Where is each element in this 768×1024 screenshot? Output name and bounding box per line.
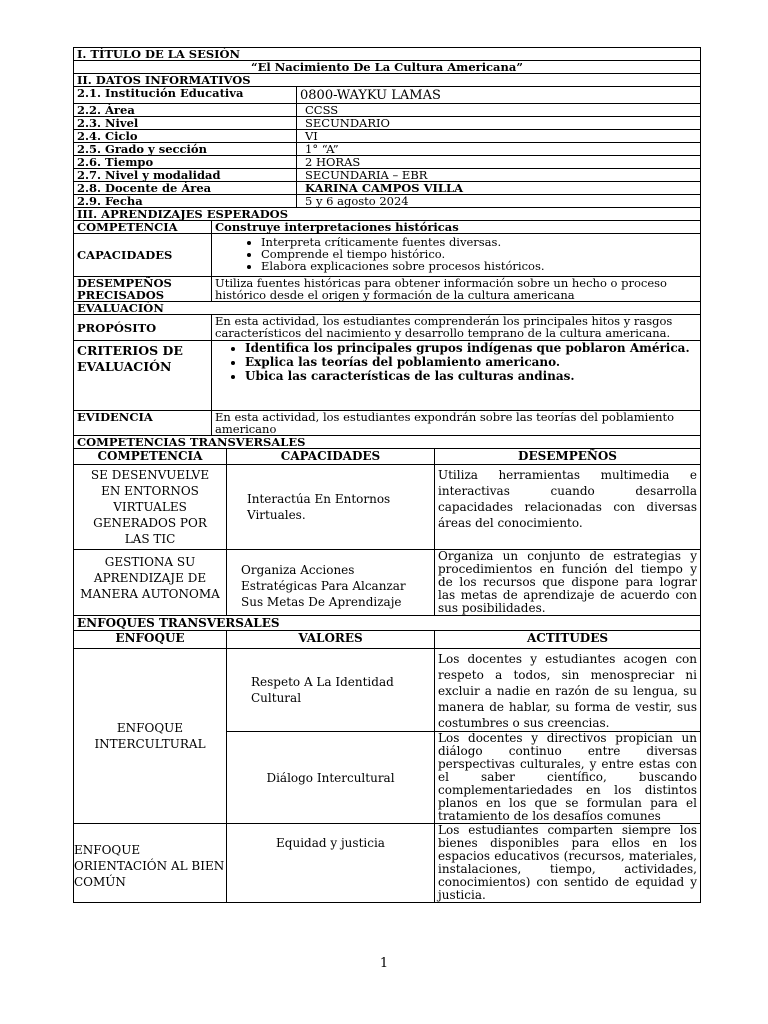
info-value: VI [297, 130, 701, 143]
info-label: 2.1. Institución Educativa [74, 87, 297, 104]
et-actitud: Los docentes y directivos propician un diálogo continuo entre diversas perspectivas culturales, y entre estas con el saber científico, buscando complementariedades en los distintos planos en los que se formulan para el tratamiento de los desafíos comunes [435, 732, 701, 824]
info-row [74, 130, 701, 143]
info-label: 2.8. Docente de Área [74, 182, 297, 195]
info-row [74, 117, 701, 130]
competencia-label: COMPETENCIA [74, 221, 212, 234]
capacidades-list [215, 236, 697, 272]
evidencia-value: En esta actividad, los estudiantes expondrán sobre las teorías del poblamiento americano [212, 411, 701, 436]
section-competencias-transversales-heading: COMPETENCIAS TRANSVERSALES [74, 436, 701, 449]
column-header: ENFOQUE [74, 631, 227, 649]
et-valor: Equidad y justicia [227, 824, 435, 903]
info-row [74, 182, 701, 195]
section-evaluacion-heading: EVALUACIÓN [74, 302, 701, 315]
section-aprendizajes-heading: III. APRENDIZAJES ESPERADOS [74, 208, 701, 221]
list-item: • Explica las teorías del poblamiento americano. [245, 355, 697, 369]
section-datos-heading: II. DATOS INFORMATIVOS [74, 74, 701, 87]
ct-competencia: GESTIONA SU APRENDIZAJE DE MANERA AUTONOMA [74, 550, 227, 616]
aprendizajes-table [73, 207, 701, 449]
info-label: 2.2. Área [74, 104, 297, 117]
criterios-list-cell [212, 341, 701, 411]
info-row [74, 87, 701, 104]
info-table [73, 47, 701, 208]
info-value: KARINA CAMPOS VILLA [297, 182, 701, 195]
ct-desempeno: Utiliza herramientas multimedia e interactivas cuando desarrolla capacidades relacionadas con diversas áreas del conocimiento. [435, 465, 701, 550]
section-enfoques-heading: ENFOQUES TRANSVERSALES [74, 616, 701, 631]
section-title-heading: I. TÍTULO DE LA SESIÓN [74, 48, 701, 61]
page-number: 1 [379, 956, 389, 971]
enfoques-transversales-table [73, 630, 701, 903]
info-value: 2 HORAS [297, 156, 701, 169]
criterios-label: CRITERIOS DE EVALUACIÓN [74, 341, 212, 411]
competencia-value: Construye interpretaciones históricas [212, 221, 701, 234]
list-item: • Comprende el tiempo histórico. [261, 248, 697, 260]
evidencia-label: EVIDENCIA [74, 411, 212, 436]
info-label: 2.6. Tiempo [74, 156, 297, 169]
list-item: • Ubica las características de las culturas andinas. [245, 369, 697, 383]
ct-competencia: SE DESENVUELVE EN ENTORNOS VIRTUALES GENERADOS POR LAS TIC [74, 465, 227, 550]
info-value: 0800-WAYKU LAMAS [297, 87, 701, 104]
ct-capacidad: Interactúa En Entornos Virtuales. [227, 465, 435, 550]
info-value: 1° “A” [297, 143, 701, 156]
session-document [73, 47, 700, 903]
proposito-value: En esta actividad, los estudiantes comprenderán los principales hitos y rasgos característicos del nacimiento y desarrollo temprano de la cultura americana. [212, 315, 701, 341]
et-valor: Respeto A La Identidad Cultural [227, 649, 435, 732]
info-row [74, 143, 701, 156]
list-item: • Elabora explicaciones sobre procesos históricos. [261, 260, 697, 272]
proposito-label: PROPÓSITO [74, 315, 212, 341]
info-row [74, 169, 701, 182]
et-enfoque: ENFOQUE ORIENTACIÓN AL BIEN COMÚN [74, 824, 227, 903]
column-header: CAPACIDADES [227, 449, 435, 465]
column-header: ACTITUDES [435, 631, 701, 649]
capacidades-label: CAPACIDADES [74, 234, 212, 277]
competencias-transversales-table [73, 448, 701, 631]
list-item: • Identifica los principales grupos indígenas que poblaron América. [245, 341, 697, 355]
info-label: 2.5. Grado y sección [74, 143, 297, 156]
et-actitud: Los estudiantes comparten siempre los bienes disponibles para ellos en los espacios educativos (recursos, materiales, instalaciones, tiempo, actividades, conocimientos) con sentido de equidad y justicia. [435, 824, 701, 903]
table-row [74, 550, 701, 616]
info-label: 2.3. Nivel [74, 117, 297, 130]
session-title: “El Nacimiento De La Cultura Americana” [74, 61, 701, 74]
info-value: SECUNDARIA – EBR [297, 169, 701, 182]
table-row [74, 824, 701, 903]
table-row [74, 649, 701, 732]
column-header: VALORES [227, 631, 435, 649]
capacidades-list-cell [212, 234, 701, 277]
desempenos-value: Utiliza fuentes históricas para obtener información sobre un hecho o proceso histórico desde el origen y formación de la cultura americana [212, 277, 701, 302]
info-row [74, 104, 701, 117]
criterios-list [215, 341, 697, 383]
column-header: COMPETENCIA [74, 449, 227, 465]
list-item: • Interpreta críticamente fuentes diversas. [261, 236, 697, 248]
et-valor: Diálogo Intercultural [227, 732, 435, 824]
desempenos-label: DESEMPEÑOS PRECISADOS [74, 277, 212, 302]
info-label: 2.7. Nivel y modalidad [74, 169, 297, 182]
info-value: CCSS [297, 104, 701, 117]
et-enfoque: ENFOQUE INTERCULTURAL [74, 649, 227, 824]
info-label: 2.9. Fecha [74, 195, 297, 208]
table-row [74, 465, 701, 550]
info-label: 2.4. Ciclo [74, 130, 297, 143]
column-header: DESEMPEÑOS [435, 449, 701, 465]
et-actitud: Los docentes y estudiantes acogen con respeto a todos, sin menospreciar ni excluir a nadie en razón de su lengua, su manera de hablar, su forma de vestir, sus costumbres o sus creencias. [435, 649, 701, 732]
info-value: 5 y 6 agosto 2024 [297, 195, 701, 208]
info-value: SECUNDARIO [297, 117, 701, 130]
info-row [74, 195, 701, 208]
info-row [74, 156, 701, 169]
ct-desempeno: Organiza un conjunto de estrategias y procedimientos en función del tiempo y de los recursos que dispone para lograr las metas de aprendizaje de acuerdo con sus posibilidades. [435, 550, 701, 616]
ct-capacidad: Organiza Acciones Estratégicas Para Alcanzar Sus Metas De Aprendizaje [227, 550, 435, 616]
